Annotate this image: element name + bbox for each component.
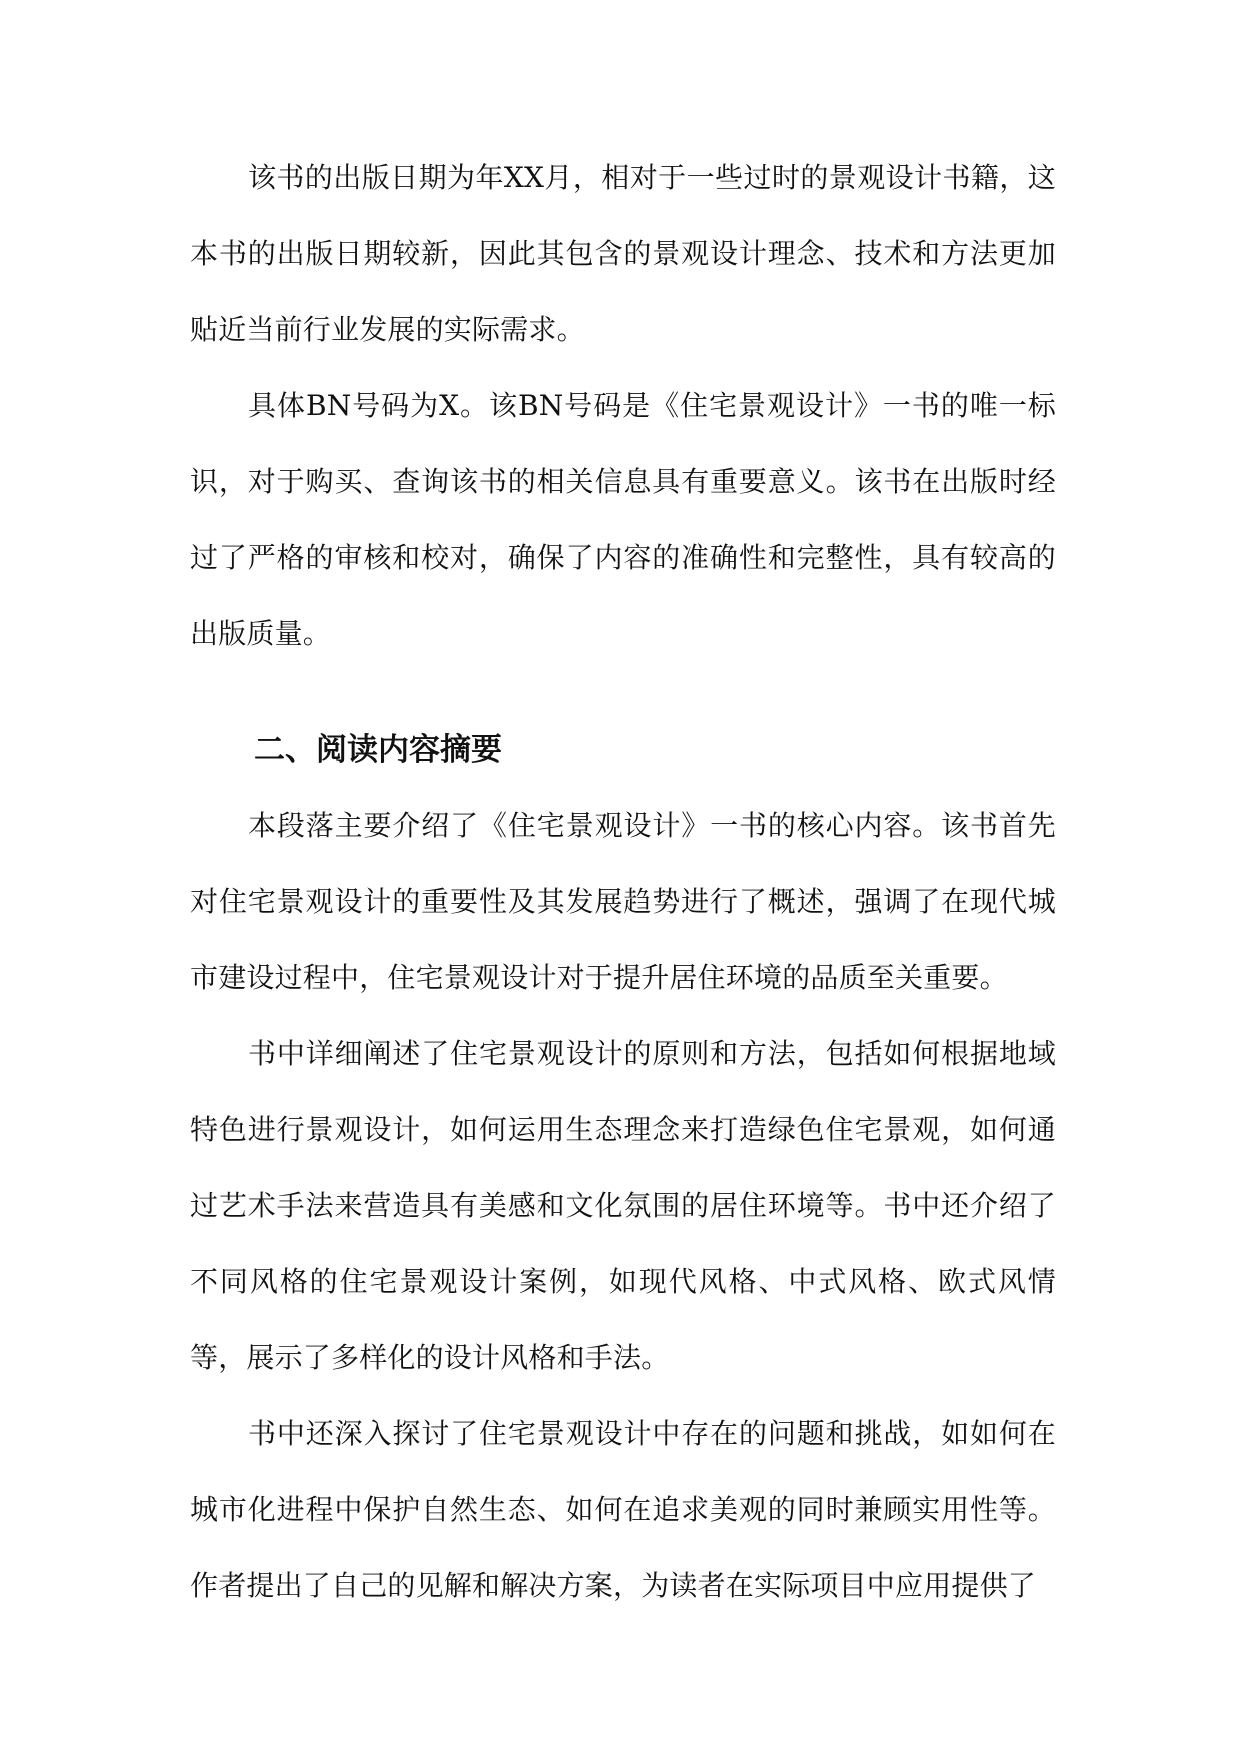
paragraph-isbn: 具体BN号码为X。该BN号码是《住宅景观设计》一书的唯一标识，对于购买、查询该书的相关信息具有重要意义。该书在出版时经过了严格的审核和校对，确保了内容的准确性和完整性，具有较高的出版质量。 — [190, 389, 1056, 650]
document-body — [190, 140, 1056, 1624]
paragraph-publication-date: 该书的出版日期为年XX月，相对于一些过时的景观设计书籍，这本书的出版日期较新，因此其包含的景观设计理念、技术和方法更加贴近当前行业发展的实际需求。 — [190, 161, 1056, 346]
paragraph-challenges: 书中还深入探讨了住宅景观设计中存在的问题和挑战，如如何在城市化进程中保护自然生态、如何在追求美观的同时兼顾实用性等。作者提出了自己的见解和解决方案，为读者在实际项目中应用提供了 — [190, 1417, 1056, 1602]
spacer — [190, 672, 1056, 712]
paragraph-design-principles: 书中详细阐述了住宅景观设计的原则和方法，包括如何根据地域特色进行景观设计，如何运用生态理念来打造绿色住宅景观，如何通过艺术手法来营造具有美感和文化氛围的居住环境等。书中还介绍了不同风格的住宅景观设计案例，如现代风格、中式风格、欧式风情等，展示了多样化的设计风格和手法。 — [190, 1037, 1056, 1374]
paragraph-summary-intro: 本段落主要介绍了《住宅景观设计》一书的核心内容。该书首先对住宅景观设计的重要性及其发展趋势进行了概述，强调了在现代城市建设过程中，住宅景观设计对于提升居住环境的品质至关重要。 — [190, 809, 1056, 994]
section-heading: 二、阅读内容摘要 — [254, 732, 502, 768]
